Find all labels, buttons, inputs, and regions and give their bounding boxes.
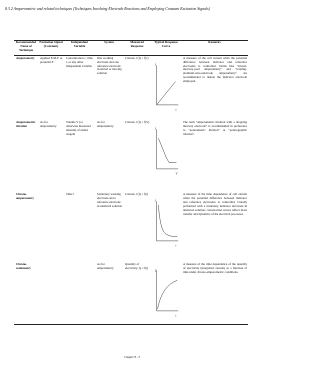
col-header-variable: Independent Variable	[64, 41, 95, 56]
col-header-name: Recommended Name of Technique	[14, 41, 38, 56]
technique-name: Amperometric titration	[16, 120, 36, 129]
independent-variable: Time t	[66, 192, 75, 197]
technique-remarks: A measure of the time dependence of the quantity of electricity (integrated current) as a function of time under chrono-amperometric conditions.	[181, 262, 248, 324]
table-row-chrono-coulometry	[14, 262, 248, 324]
curve-line	[158, 139, 176, 163]
curve-line	[157, 81, 176, 104]
response-curve-growth	[153, 263, 180, 321]
curve-line	[158, 281, 178, 310]
excitation-signal	[38, 192, 64, 262]
system-description: As for amperometry	[97, 120, 114, 129]
technique-remarks: A measure of the time dependence of cell current when the potential difference between indicator and reference electrodes is controlled. Usually performed with a stationary indicator electrode in unstirred solution, current-time curves reflect mass transfer and dynamics of the electrical processes.	[183, 192, 247, 216]
independent-variable	[64, 262, 95, 324]
curve-axis-y-label: I	[154, 126, 156, 131]
technique-name: Chrono-amperometry	[16, 192, 34, 201]
excitation-signal	[38, 262, 64, 324]
techniques-table	[14, 40, 248, 325]
response-curve-titration	[153, 121, 180, 179]
table-row-amperometry	[14, 55, 248, 120]
system-description: As for amperometry	[95, 262, 123, 324]
system-description: One working electrode and one reference electrode in stirred or moving solution	[97, 55, 122, 76]
table-row-amperometric-titration	[14, 120, 248, 192]
col-header-curve: Typical Response Curve	[151, 41, 181, 56]
independent-variable: Concentration c, time t, or any other independent variable	[66, 55, 93, 68]
curve-line	[158, 205, 177, 237]
response-curve-linear	[153, 57, 180, 115]
table-header-row	[14, 41, 248, 56]
curve-axis-x-label: t	[175, 313, 177, 318]
curve-axis-x-label: V	[175, 171, 178, 176]
measured-response: Quantity of electricity, Q = f(t)	[123, 262, 151, 324]
col-header-excitation: Excitation Signal (Constant)	[38, 41, 64, 56]
curve-axis-x-label: t	[175, 243, 177, 248]
technique-remarks: The term "amperometric titration with a dropping mercury electrode" is recommended in preference to "polarometric titration" or "polarographic titration".	[183, 120, 247, 136]
measured-response: Current, i (I) = f(c)	[125, 55, 149, 60]
col-header-remarks: Remarks	[181, 41, 248, 56]
col-header-system: System	[95, 41, 123, 56]
technique-name: Chrono-coulometry	[14, 262, 38, 324]
measured-response: Current, i (I) = f(V)	[125, 120, 150, 125]
technique-name: Amperometry	[16, 55, 35, 60]
curve-axis-y-label: Q	[154, 268, 157, 273]
page-footer: Chapter 8 - 3	[123, 355, 141, 359]
curve-axis-x-label: c	[175, 107, 177, 112]
measured-response: Current, i (I) = f(t)	[125, 192, 148, 197]
curve-axis-y-label: I	[154, 198, 156, 203]
table-row-chrono-amperometry	[14, 192, 248, 262]
system-description: Stationary working electrode and a reference electrode in unstirred solution	[97, 192, 122, 208]
curve-axis-y-label: I	[154, 62, 156, 67]
technique-remarks: A measure of the cell current when the potential difference between indicator and reference electrodes is controlled. Terms like "stirred-mercury-pool amperometry" and "rotating-platinum-wire-electrode amperometry" are recommended to denote the indicator electrode employed.	[183, 55, 247, 84]
response-curve-decay	[153, 193, 180, 251]
excitation-signal: As for amperometry	[40, 120, 57, 129]
excitation-signal: Applied E.M.F. or potential E	[40, 55, 63, 64]
col-header-response: Measured Response	[123, 41, 151, 56]
section-heading: 8.3.2 Amperometric and related techniques (Techniques Involving Electrode Reactions and Employing Constant Excitation Signals)	[5, 7, 210, 11]
independent-variable: Volume V (or otherwise measured amount) of added reagent	[66, 120, 91, 136]
